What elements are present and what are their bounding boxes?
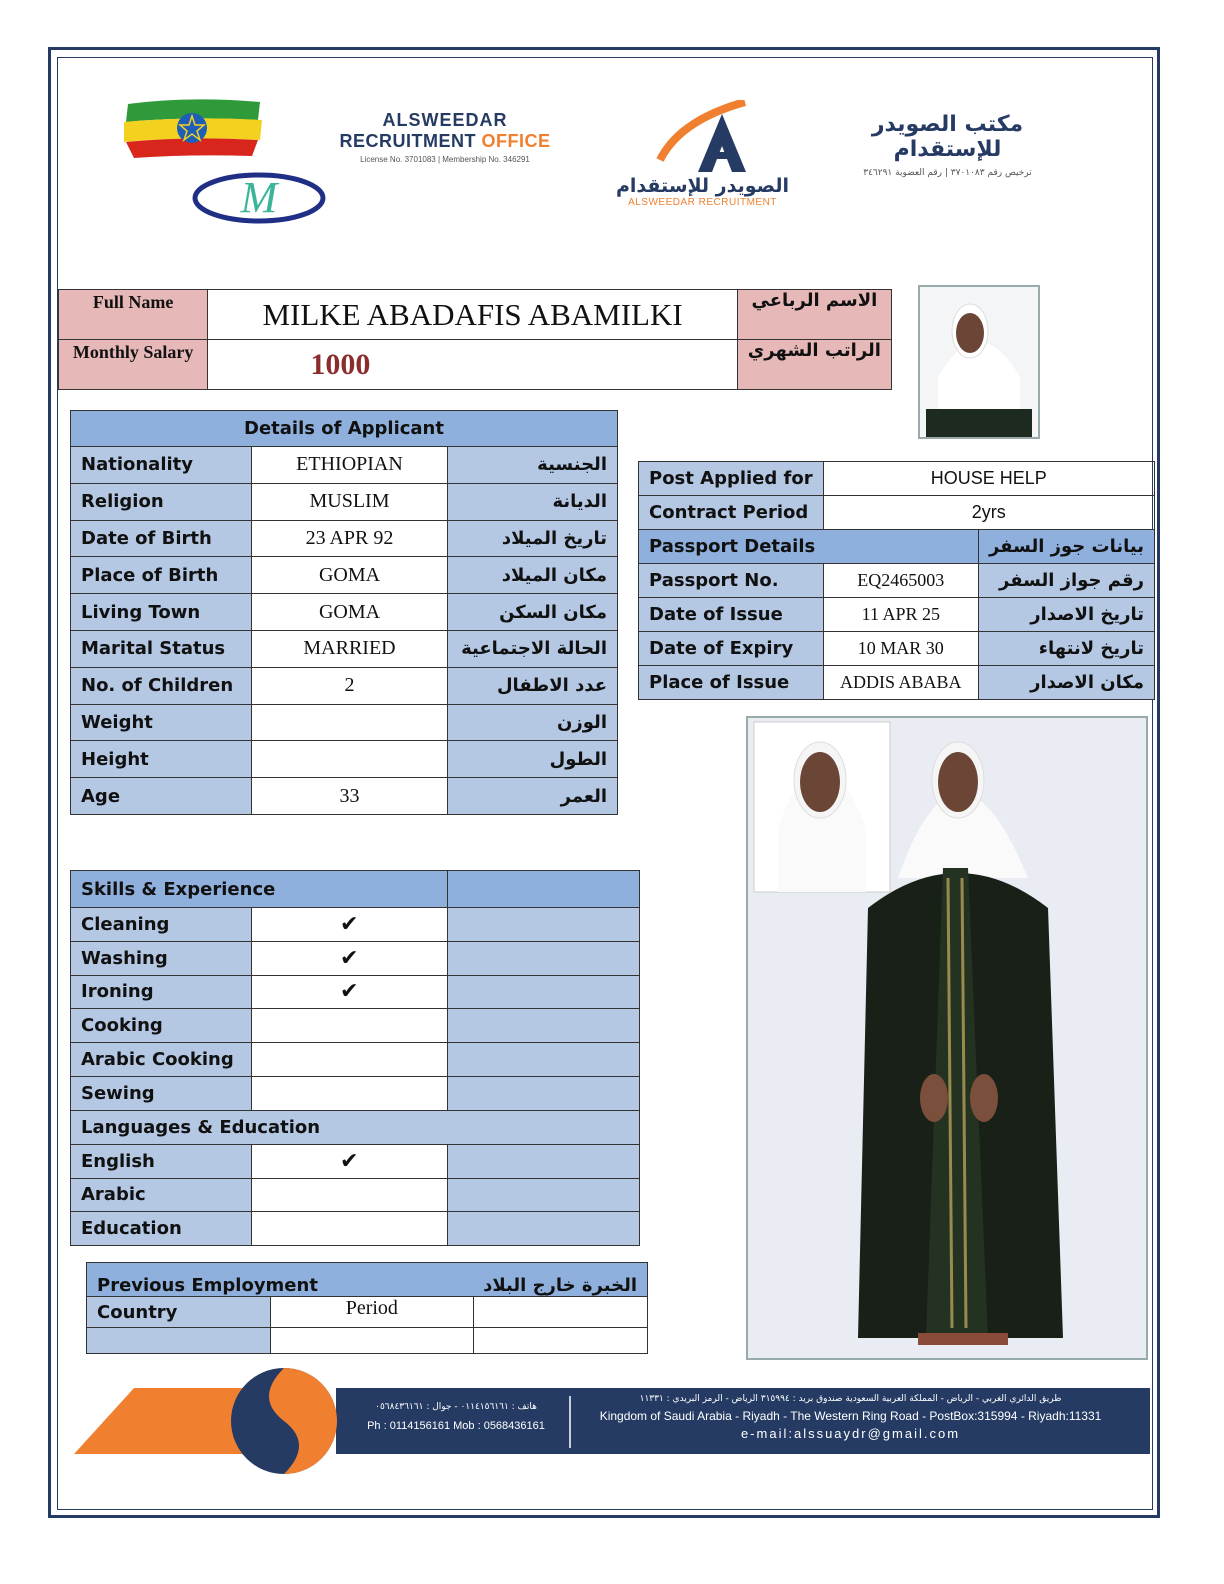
logo-en: ALSWEEDAR RECRUITMENT (628, 197, 777, 208)
applicant-row (71, 630, 618, 667)
passport-row-ar: مكان الاصدار (978, 666, 1154, 700)
passport-row-label: Date of Expiry (639, 632, 824, 666)
skill-row-extra (447, 1178, 640, 1212)
passport-row-label: Place of Issue (639, 666, 824, 700)
applicant-title: Details of Applicant (71, 411, 618, 447)
full-body-photo (746, 716, 1148, 1360)
applicant-row-label: Nationality (71, 447, 252, 484)
applicant-row-ar: الحالة الاجتماعية (448, 630, 618, 667)
skill-row (71, 1178, 640, 1212)
skill-row (71, 941, 640, 975)
contract-value: 2yrs (823, 496, 1154, 530)
passport-row-label: Passport No. (639, 564, 824, 598)
applicant-row (71, 447, 618, 484)
office-logo-ar (820, 112, 1075, 178)
skill-row-label: Arabic Cooking (71, 1043, 252, 1077)
applicant-row-value: MARRIED (252, 630, 448, 667)
applicant-row-value: 2 (252, 667, 448, 704)
applicant-row-value: ETHIOPIAN (252, 447, 448, 484)
skill-row (71, 908, 640, 942)
passport-row-ar: تاريخ الاصدار (978, 598, 1154, 632)
applicant-row-label: Place of Birth (71, 557, 252, 594)
passport-title-en: Passport Details (649, 536, 816, 557)
skill-row-check (251, 1212, 447, 1246)
skill-row-extra (447, 1144, 640, 1178)
email-link[interactable]: e-mail:alssuaydr@gmail.com (740, 1426, 961, 1441)
applicant-row-ar: العمر (448, 778, 618, 815)
applicant-row-value: GOMA (252, 557, 448, 594)
full-body-person-icon (748, 718, 1146, 1358)
passport-row-ar: رقم جواز السفر (978, 564, 1154, 598)
employment-cell-empty (473, 1297, 647, 1328)
applicant-row (71, 667, 618, 704)
passport-row-ar: تاريخ لانتهاء (978, 632, 1154, 666)
full-name-value: MILKE ABADAFIS ABAMILKI (208, 290, 737, 340)
employment-table (86, 1262, 648, 1354)
applicant-row (71, 704, 618, 741)
office-name-line1: ALSWEEDAR (382, 110, 508, 130)
passport-row (639, 666, 1155, 700)
small-photo (918, 285, 1040, 439)
applicant-row (71, 594, 618, 631)
applicant-row-label: Marital Status (71, 630, 252, 667)
applicant-row (71, 778, 618, 815)
skill-row-extra (447, 1076, 640, 1110)
phone-en: Ph : 0114156161 Mob : 0568436161 (367, 1420, 545, 1432)
applicant-row-ar: الوزن (448, 704, 618, 741)
m-logo-letter: M (240, 173, 278, 222)
passport-title (639, 530, 979, 564)
address-ar: طريق الدائري الغربي - الرياض - المملكة العربية السعودية صندوق بريد : ٣١٥٩٩٤ الرياض - الرمز البريدي : ١١٣٣١ (639, 1394, 1062, 1404)
applicant-row-label: Age (71, 778, 252, 815)
country-label: Country (87, 1297, 271, 1328)
skill-row (71, 1043, 640, 1077)
skills-title: Skills & Experience (71, 871, 448, 908)
license-text: License No. 3701083 | Membership No. 346291 (360, 155, 530, 164)
skill-row (71, 975, 640, 1009)
skills-table (70, 870, 640, 1246)
applicant-row-value: 23 APR 92 (252, 520, 448, 557)
contract-label: Contract Period (639, 496, 824, 530)
applicant-row-label: Living Town (71, 594, 252, 631)
applicant-row (71, 741, 618, 778)
small-photo-person-icon (920, 287, 1038, 437)
applicant-row-ar: الديانة (448, 483, 618, 520)
employment-title-ar: الخبرة خارج البلاد (473, 1263, 647, 1297)
skill-row (71, 1009, 640, 1043)
skill-row-label: Arabic (71, 1178, 252, 1212)
skill-row-label: Cooking (71, 1009, 252, 1043)
applicant-row-ar: تاريخ الميلاد (448, 520, 618, 557)
applicant-row-label: Religion (71, 483, 252, 520)
passport-row-label: Date of Issue (639, 598, 824, 632)
full-name-ar: الاسم الرباعي (737, 290, 891, 340)
applicant-row-label: Height (71, 741, 252, 778)
passport-row-value: 11 APR 25 (823, 598, 978, 632)
skill-row-extra (447, 1212, 640, 1246)
skills-title-blank (447, 871, 640, 908)
skill-row (71, 1076, 640, 1110)
skill-row (71, 1212, 640, 1246)
applicant-table (70, 410, 618, 815)
skill-row-check: ✔ (251, 908, 447, 942)
applicant-row-value (252, 704, 448, 741)
applicant-row-ar: الجنسية (448, 447, 618, 484)
applicant-row-label: Date of Birth (71, 520, 252, 557)
applicant-row-value: 33 (252, 778, 448, 815)
applicant-row-label: No. of Children (71, 667, 252, 704)
footer-phones (350, 1402, 562, 1432)
applicant-row-ar: مكان الميلاد (448, 557, 618, 594)
salary-label: Monthly Salary (59, 340, 208, 390)
skill-row-check (251, 1076, 447, 1110)
m-logo-icon (190, 168, 328, 226)
skill-row-check (251, 1178, 447, 1212)
employment-title: Previous Employment (87, 1263, 474, 1297)
full-name-label: Full Name (59, 290, 208, 340)
license-text-ar: ترخيص رقم ٣٧٠١٠٨٣ | رقم العضوية ٣٤٦٢٩١ (863, 168, 1032, 178)
skill-row-extra (447, 975, 640, 1009)
applicant-row (71, 520, 618, 557)
footer-address (578, 1394, 1123, 1441)
salary-ar: الراتب الشهري (737, 340, 891, 390)
a-logo-icon (650, 100, 760, 178)
post-value: HOUSE HELP (823, 462, 1154, 496)
skill-row-extra (447, 1009, 640, 1043)
post-label: Post Applied for (639, 462, 824, 496)
skill-row-check (251, 1043, 447, 1077)
applicant-row-ar: عدد الاطفال (448, 667, 618, 704)
skill-row-label: Cleaning (71, 908, 252, 942)
skill-row-label: Ironing (71, 975, 252, 1009)
skill-row-check: ✔ (251, 941, 447, 975)
skill-row-label: Education (71, 1212, 252, 1246)
a-logo-text (610, 175, 795, 208)
office-name-ar: مكتب الصويدر للإستقدام (871, 112, 1024, 162)
skill-row-extra (447, 941, 640, 975)
applicant-row-label: Weight (71, 704, 252, 741)
applicant-row-ar: مكان السكن (448, 594, 618, 631)
applicant-row (71, 557, 618, 594)
salary-value: 1000 (208, 340, 737, 390)
skill-row-extra (447, 908, 640, 942)
skill-row-check (251, 1009, 447, 1043)
phone-ar: هاتف : ٠١١٤١٥٦١٦١ - جوال : ٠٥٦٨٤٣٦١٦١ (375, 1402, 537, 1412)
skill-row-check: ✔ (251, 975, 447, 1009)
employment-country-value (87, 1328, 271, 1354)
office-name-line2a: RECRUITMENT (339, 131, 482, 151)
skill-row-label: Sewing (71, 1076, 252, 1110)
passport-title-ar: بيانات جوز السفر (978, 530, 1154, 564)
period-label: Period (271, 1297, 474, 1328)
logo-ar: الصويدر للإستقدام (615, 175, 790, 197)
address-en: Kingdom of Saudi Arabia - Riyadh - The Western Ring Road - PostBox:315994 - Riyadh:11331 (599, 1409, 1102, 1423)
employment-period-value (271, 1328, 474, 1354)
passport-row-value: ADDIS ABABA (823, 666, 978, 700)
ethiopia-flag-icon (120, 96, 266, 162)
skill-row (71, 1144, 640, 1178)
applicant-row-value: GOMA (252, 594, 448, 631)
office-name-line2b: OFFICE (481, 131, 551, 151)
passport-row-value: 10 MAR 30 (823, 632, 978, 666)
applicant-row-value (252, 741, 448, 778)
skill-row-label: English (71, 1144, 252, 1178)
passport-row (639, 632, 1155, 666)
passport-row (639, 598, 1155, 632)
skill-row-label: Washing (71, 941, 252, 975)
office-logo-en (330, 110, 560, 164)
applicant-row (71, 483, 618, 520)
lang-title: Languages & Education (71, 1110, 640, 1144)
applicant-row-value: MUSLIM (252, 483, 448, 520)
applicant-row-ar: الطول (448, 741, 618, 778)
passport-row (639, 564, 1155, 598)
skill-row-extra (447, 1043, 640, 1077)
skill-row-check: ✔ (251, 1144, 447, 1178)
name-salary-table (58, 289, 892, 390)
post-passport-table (638, 461, 1155, 700)
employment-extra-value (473, 1328, 647, 1354)
passport-row-value: EQ2465003 (823, 564, 978, 598)
